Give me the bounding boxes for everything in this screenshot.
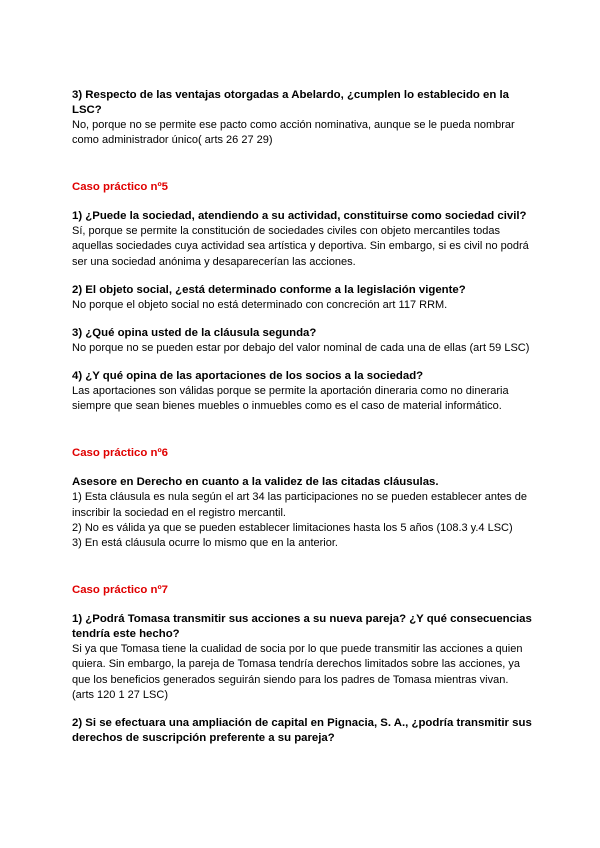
qa-block bbox=[72, 283, 532, 313]
answer-paragraph: 1) Esta cláusula es nula según el art 34 las participaciones no se pueden establecer antes de inscribir la sociedad en el registro mercantil. bbox=[72, 491, 527, 519]
question: 3) ¿Qué opina usted de la cláusula segunda? bbox=[72, 326, 317, 339]
answer-paragraph: Sí, porque se permite la constitución de sociedades civiles con objeto mercantiles todas aquellas sociedades cuya actividad sea artística y deportiva. Sin embargo, si es civil no podrá ser una sociedad anónima y desaparecerían las acciones. bbox=[72, 224, 529, 268]
document-page bbox=[72, 88, 532, 746]
qa-block bbox=[72, 88, 532, 148]
answer bbox=[72, 642, 532, 703]
answer bbox=[72, 224, 532, 270]
question: 2) Si se efectuara una ampliación de capital en Pignacia, S. A., ¿podría transmitir sus derechos de suscripción preferente a su pareja? bbox=[72, 717, 532, 745]
answer-paragraph: Las aportaciones son válidas porque se permite la aportación dineraria como no dineraria siempre que sean bienes muebles o inmuebles como es el caso de material informático. bbox=[72, 384, 509, 413]
answer bbox=[72, 118, 532, 149]
question: 3) Respecto de las ventajas otorgadas a Abelardo, ¿cumplen lo establecido en la LSC? bbox=[72, 89, 509, 116]
question: 2) El objeto social, ¿está determinado conforme a la legislación vigente? bbox=[72, 283, 466, 296]
answer-paragraph: 3) En está cláusula ocurre lo mismo que en la anterior. bbox=[72, 537, 338, 550]
question: 1) ¿Podrá Tomasa transmitir sus acciones a su nueva pareja? ¿Y qué consecuencias tendría este hecho? bbox=[72, 613, 532, 641]
qa-block bbox=[72, 716, 532, 746]
qa-block bbox=[72, 326, 532, 356]
case-heading: Caso práctico nº7 bbox=[72, 584, 168, 597]
answer-paragraph: No, porque no se permite ese pacto como acción nominativa, aunque se le pueda nombrar como administrador único( arts 26 27 29) bbox=[72, 118, 515, 146]
answer bbox=[72, 384, 532, 415]
qa-block bbox=[72, 369, 532, 414]
answer bbox=[72, 298, 532, 313]
answer bbox=[72, 490, 532, 551]
answer bbox=[72, 341, 532, 356]
answer-paragraph: No porque el objeto social no está determinado con concreción art 117 RRM. bbox=[72, 298, 448, 311]
answer-paragraph: Si ya que Tomasa tiene la cualidad de socia por lo que puede transmitir las acciones a quien quiera. Sin embargo, la pareja de Tomasa tendría derechos limitados sobre las acciones, ya que los beneficios generados seguirán siendo para los padres de Tomasa mientras vivan. (arts 120 1 27 LSC) bbox=[72, 643, 523, 701]
question: 4) ¿Y qué opina de las aportaciones de los socios a la sociedad? bbox=[72, 370, 424, 383]
question: Asesore en Derecho en cuanto a la validez de las citadas cláusulas. bbox=[72, 476, 439, 489]
qa-block bbox=[72, 475, 532, 551]
case-heading: Caso práctico nº5 bbox=[72, 181, 168, 194]
question: 1) ¿Puede la sociedad, atendiendo a su actividad, constituirse como sociedad civil? bbox=[72, 210, 527, 223]
case-heading: Caso práctico nº6 bbox=[72, 447, 168, 460]
answer-paragraph: No porque no se pueden estar por debajo del valor nominal de cada una de ellas (art 59 LSC) bbox=[72, 341, 530, 354]
qa-block bbox=[72, 209, 532, 270]
qa-block bbox=[72, 612, 532, 703]
answer-paragraph: 2) No es válida ya que se pueden establecer limitaciones hasta los 5 años (108.3 y.4 LSC) bbox=[72, 521, 513, 534]
